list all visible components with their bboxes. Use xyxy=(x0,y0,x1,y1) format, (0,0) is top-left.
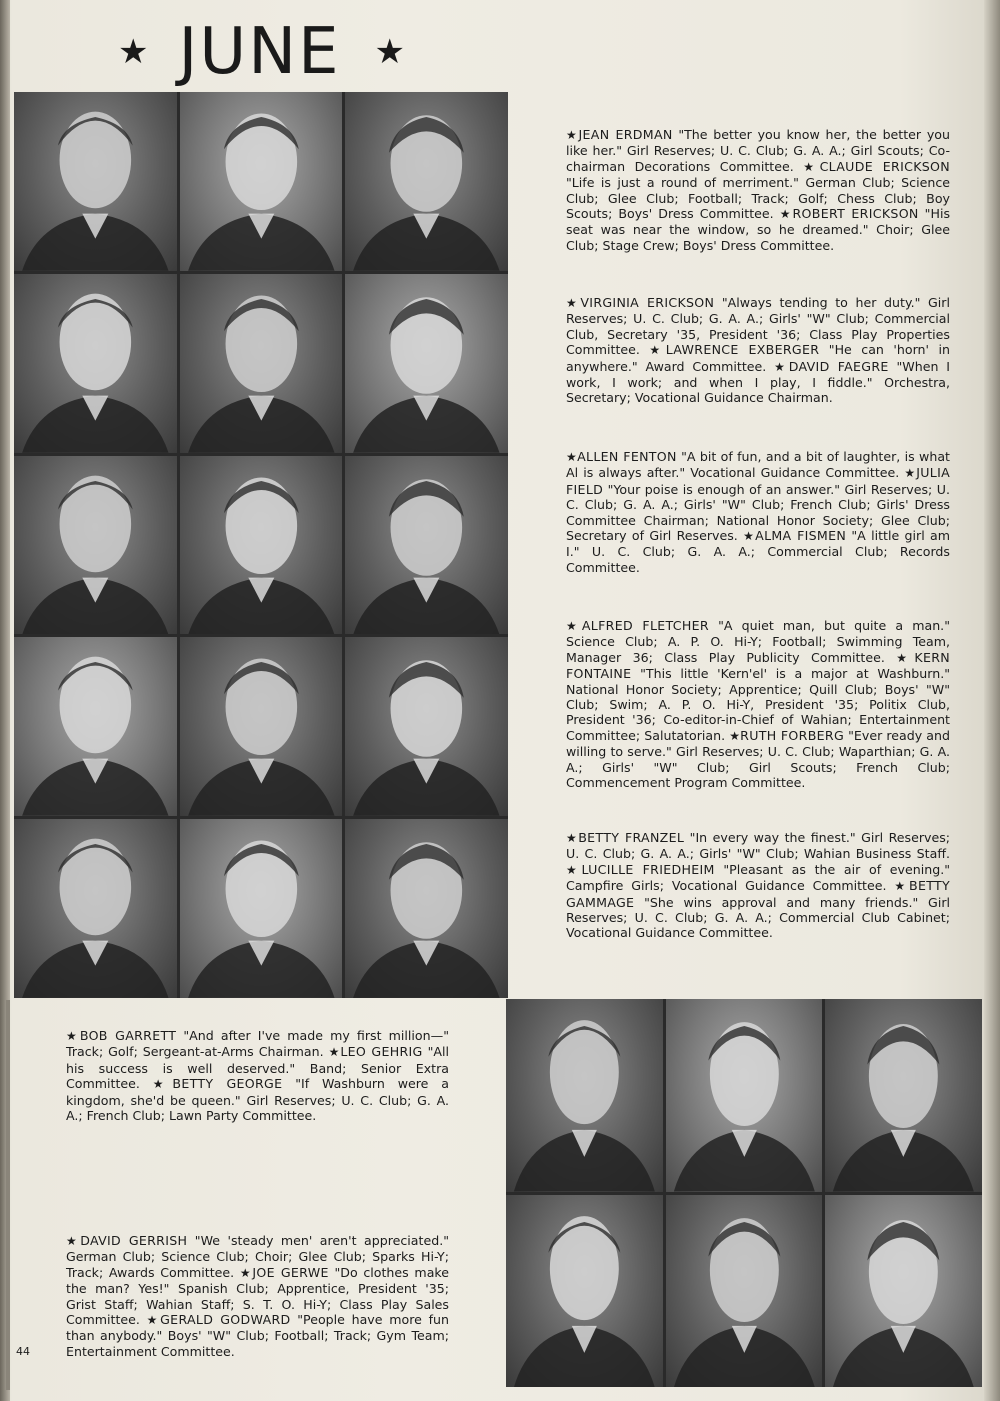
student-portrait-photo xyxy=(180,274,343,453)
star-icon: ★ xyxy=(896,650,915,665)
student-name: GERALD GODWARD xyxy=(160,1312,291,1328)
student-name: BOB GARRETT xyxy=(79,1028,177,1043)
star-icon: ★ xyxy=(566,450,578,464)
student-bio-text: "She wins approval and many friends." Girl Reserves; U. C. Club; G. A. A.; Commercial Club Cabinet; Vocational Guidance Committee. xyxy=(566,894,950,941)
student-bio-text: "If Washburn were a kingdom, she'd be queen." Girl Reserves; U. C. Club; G. A. A.; French Club; Lawn Party Committee. xyxy=(66,1076,449,1124)
student-bio-text: "When I work, I work; and when I play, I fiddle." Orchestra, Secretary; Vocational Guidance Chairman. xyxy=(566,358,950,406)
star-icon: ★ xyxy=(779,207,793,222)
star-icon: ★ xyxy=(566,619,582,633)
student-portrait-photo xyxy=(180,456,343,635)
bio-block-7 xyxy=(66,1233,449,1359)
student-name: CLAUDE ERICKSON xyxy=(819,158,950,174)
student-bio-text: "Ever ready and willing to serve." Girl Reserves; U. C. Club; Waparthian; G. A. A.; Girls' "W" Club; Girl Scouts; French Club; Commencement Program Committee. xyxy=(566,727,951,791)
star-icon: ★ xyxy=(146,1313,161,1328)
student-name: DAVID GERRISH xyxy=(80,1233,188,1248)
star-icon: ★ xyxy=(729,728,741,743)
student-name: LEO GEHRIG xyxy=(340,1044,423,1060)
student-portrait-photo xyxy=(345,274,508,453)
student-name: BETTY FRANZEL xyxy=(578,830,685,845)
student-portrait-photo xyxy=(825,999,982,1192)
student-portrait-photo xyxy=(14,92,177,271)
student-bio-text: "We 'steady men' aren't appreciated." German Club; Science Club; Choir; Glee Club; Sparks Hi-Y; Track; Awards Committee. xyxy=(66,1233,449,1280)
star-icon: ★ xyxy=(743,529,756,544)
star-icon: ★ xyxy=(649,343,666,358)
student-bio-text: "People have more fun than anybody." Boys' "W" Club; Football; Track; Gym Team; Entertainment Committee. xyxy=(66,1312,449,1359)
student-portrait-photo xyxy=(14,274,177,453)
bio-block-2 xyxy=(566,295,950,406)
bio-block-5 xyxy=(566,830,950,941)
bio-block-3 xyxy=(566,449,950,575)
student-portrait-photo xyxy=(666,999,823,1192)
page-number: 44 xyxy=(16,1345,30,1358)
star-icon: ★ xyxy=(566,128,579,142)
student-name: ALLEN FENTON xyxy=(577,449,677,464)
student-bio-text: "A quiet man, but quite a man." Science Club; A. P. O. Hi-Y; Football; Swimming Team, Manager 36; Class Play Publicity Committee. xyxy=(566,618,950,665)
bio-block-6 xyxy=(66,1028,449,1123)
margin-rule xyxy=(6,1000,10,1390)
student-bio-text: "His seat was near the window, so he dreamed." Choir; Glee Club; Stage Crew; Boys' Dress Committee. xyxy=(566,206,951,253)
student-name: BETTY GAMMAGE xyxy=(566,878,950,910)
student-name: ALFRED FLETCHER xyxy=(581,618,709,633)
student-portrait-photo xyxy=(14,819,177,998)
portrait-grid-bottom xyxy=(506,999,982,1387)
student-portrait-photo xyxy=(666,1195,823,1388)
student-portrait-photo xyxy=(506,1195,663,1388)
student-portrait-photo xyxy=(180,819,343,998)
star-icon: ★ xyxy=(774,359,789,374)
student-name: LUCILLE FRIEDHEIM xyxy=(581,861,715,877)
student-bio-text: "Your poise is enough of an answer." Girl Reserves; U. C. Club; G. A. A.; Girls' "W" Club; French Club; Girls' Dress Committee Chairman; National Honor Society; Glee Club; Secretary of Girl Reserves. xyxy=(566,481,950,544)
student-name: VIRGINIA ERICKSON xyxy=(580,295,715,310)
star-icon: ★ xyxy=(152,1077,173,1092)
student-bio-text: "This little 'Kern'el' is a major at Washburn." National Honor Society; Apprentice; Quill Club; Boys' "W" Club; Swim; A. P. O. Hi-Y, President '35; Politix Club, President '36; Co-editor-in-Chief of Wahian; Entertainment Committee; Salutatorian. xyxy=(566,666,950,743)
student-bio-text: "He can 'horn' in anywhere." Award Committee. xyxy=(566,342,950,374)
student-name: ROBERT ERICKSON xyxy=(792,206,919,222)
star-icon: ★ xyxy=(904,466,917,481)
student-portrait-photo xyxy=(825,1195,982,1388)
student-bio-text: "A bit of fun, and a bit of laughter, is what Al is always after." Vocational Guidance Committee. xyxy=(566,449,950,481)
student-bio-text: "Do clothes make the man? Yes!" Spanish Club; Apprentice, President '35; Grist Staff; Wahian Staff; S. T. O. Hi-Y; Class Play Sales Committee. xyxy=(66,1264,450,1328)
student-portrait-photo xyxy=(345,819,508,998)
star-icon: ★ xyxy=(566,296,581,310)
student-bio-text: "All his success is well deserved." Band; Senior Extra Committee. xyxy=(66,1044,449,1092)
bio-block-1 xyxy=(566,127,950,253)
student-bio-text: "The better you know her, the better you like her." Girl Reserves; U. C. Club; G. A. A.; Girl Scouts; Co-chairman Decorations Committee. xyxy=(566,127,950,174)
student-name: RUTH FORBERG xyxy=(740,727,845,743)
star-icon: ★ xyxy=(328,1045,341,1060)
student-name: ALMA FISMEN xyxy=(755,528,847,544)
star-icon: ★ xyxy=(66,1234,81,1248)
student-portrait-photo xyxy=(14,456,177,635)
student-bio-text: "A little girl am I." U. C. Club; G. A. A.; Commercial Club; Records Committee. xyxy=(566,528,950,575)
right-binding-shadow xyxy=(984,0,1000,1401)
student-name: JEAN ERDMAN xyxy=(578,127,673,142)
star-icon-right: ★ xyxy=(374,32,405,72)
student-name: KERN FONTAINE xyxy=(566,649,950,682)
student-name: DAVID FAEGRE xyxy=(788,358,889,374)
student-portrait-photo xyxy=(345,637,508,816)
star-icon: ★ xyxy=(803,159,820,174)
student-bio-text: "Pleasant as the air of evening." Campfire Girls; Vocational Guidance Committee. xyxy=(566,861,951,894)
student-portrait-photo xyxy=(180,92,343,271)
student-portrait-photo xyxy=(180,637,343,816)
student-bio-text: "In every way the finest." Girl Reserves; U. C. Club; G. A. A.; Girls' "W" Club; Wahian Business Staff. xyxy=(566,830,951,862)
star-icon: ★ xyxy=(239,1265,253,1280)
bio-block-4 xyxy=(566,618,950,790)
student-portrait-photo xyxy=(506,999,663,1192)
star-icon-left: ★ xyxy=(118,32,149,72)
student-portrait-photo xyxy=(345,92,508,271)
student-portrait-photo xyxy=(14,637,177,816)
student-bio-text: "Life is just a round of merriment." German Club; Science Club; Glee Club; Football; Track; Golf; Chess Club; Boy Scouts; Boys' Dress Committee. xyxy=(566,175,950,222)
student-bio-text: "Always tending to her duty." Girl Reserves; U. C. Club; G. A. A.; Girls' "W" Club; Commercial Club, Secretary '35, President '36; Class Play Properties Committee. xyxy=(566,295,950,358)
page-header xyxy=(118,12,405,92)
student-portrait-photo xyxy=(345,456,508,635)
student-name: BETTY GEORGE xyxy=(172,1076,283,1092)
portrait-grid-top xyxy=(14,92,508,998)
page-title: JUNE xyxy=(178,15,341,89)
star-icon: ★ xyxy=(566,831,579,845)
star-icon: ★ xyxy=(566,862,582,877)
student-name: JOE GERWE xyxy=(252,1264,329,1280)
student-name: LAWRENCE EXBERGER xyxy=(665,342,820,358)
student-bio-text: "And after I've made my first million—" Track; Golf; Sergeant-at-Arms Chairman. xyxy=(66,1028,449,1060)
star-icon: ★ xyxy=(66,1029,80,1043)
student-name: JULIA FIELD xyxy=(566,465,950,497)
star-icon: ★ xyxy=(894,879,910,894)
